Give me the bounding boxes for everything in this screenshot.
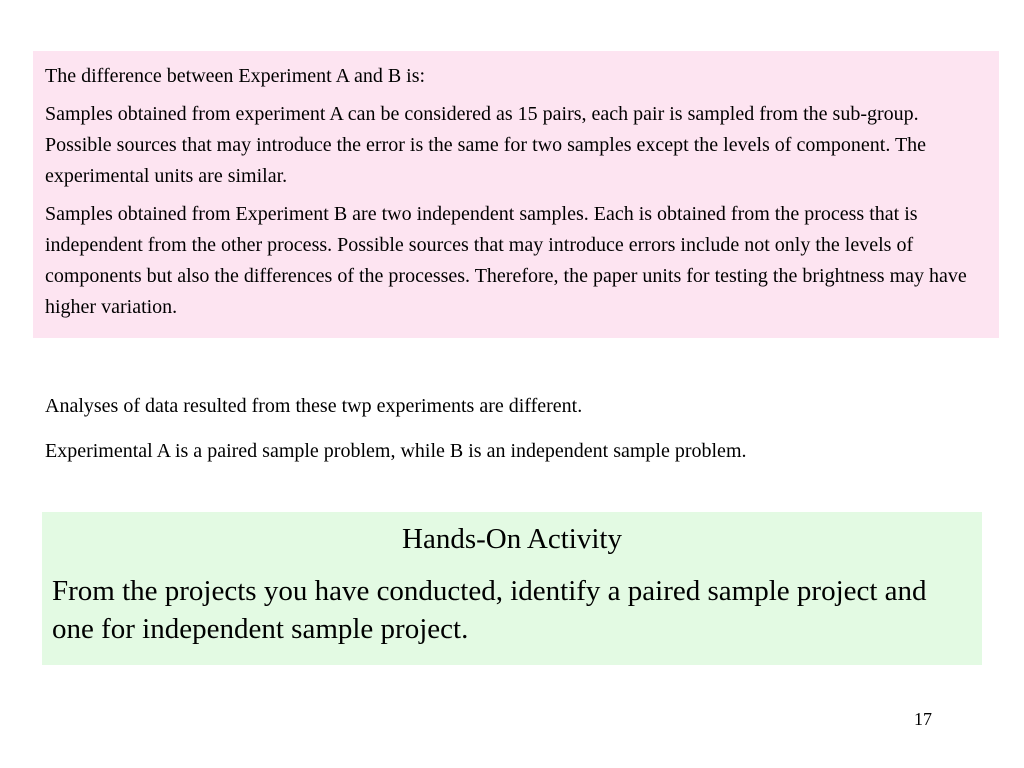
activity-body: From the projects you have conducted, identify a paired sample project and one for independent sample project. bbox=[52, 575, 927, 645]
difference-box bbox=[33, 51, 999, 338]
activity-title: Hands-On Activity bbox=[402, 523, 622, 555]
difference-heading: The difference between Experiment A and B is: bbox=[45, 65, 426, 87]
page-number: 17 bbox=[914, 709, 932, 729]
experiment-a-paragraph: Samples obtained from experiment A can be considered as 15 pairs, each pair is sampled from the sub-group. Possible sources that may introduce the error is the same for two samples except the levels of component. The experimental units are similar. bbox=[45, 103, 927, 187]
experiment-b-paragraph: Samples obtained from Experiment B are two independent samples. Each is obtained from the process that is independent from the other process. Possible sources that may introduce errors include not only the levels of components but also the differences of the processes. Therefore, the paper units for testing the brightness may have higher variation. bbox=[45, 203, 967, 318]
hands-on-activity-box bbox=[42, 512, 982, 665]
analysis-line-2: Experimental A is a paired sample problem, while B is an independent sample problem. bbox=[45, 440, 747, 462]
analysis-section bbox=[45, 391, 1005, 481]
analysis-line-1: Analyses of data resulted from these twp experiments are different. bbox=[45, 395, 583, 417]
